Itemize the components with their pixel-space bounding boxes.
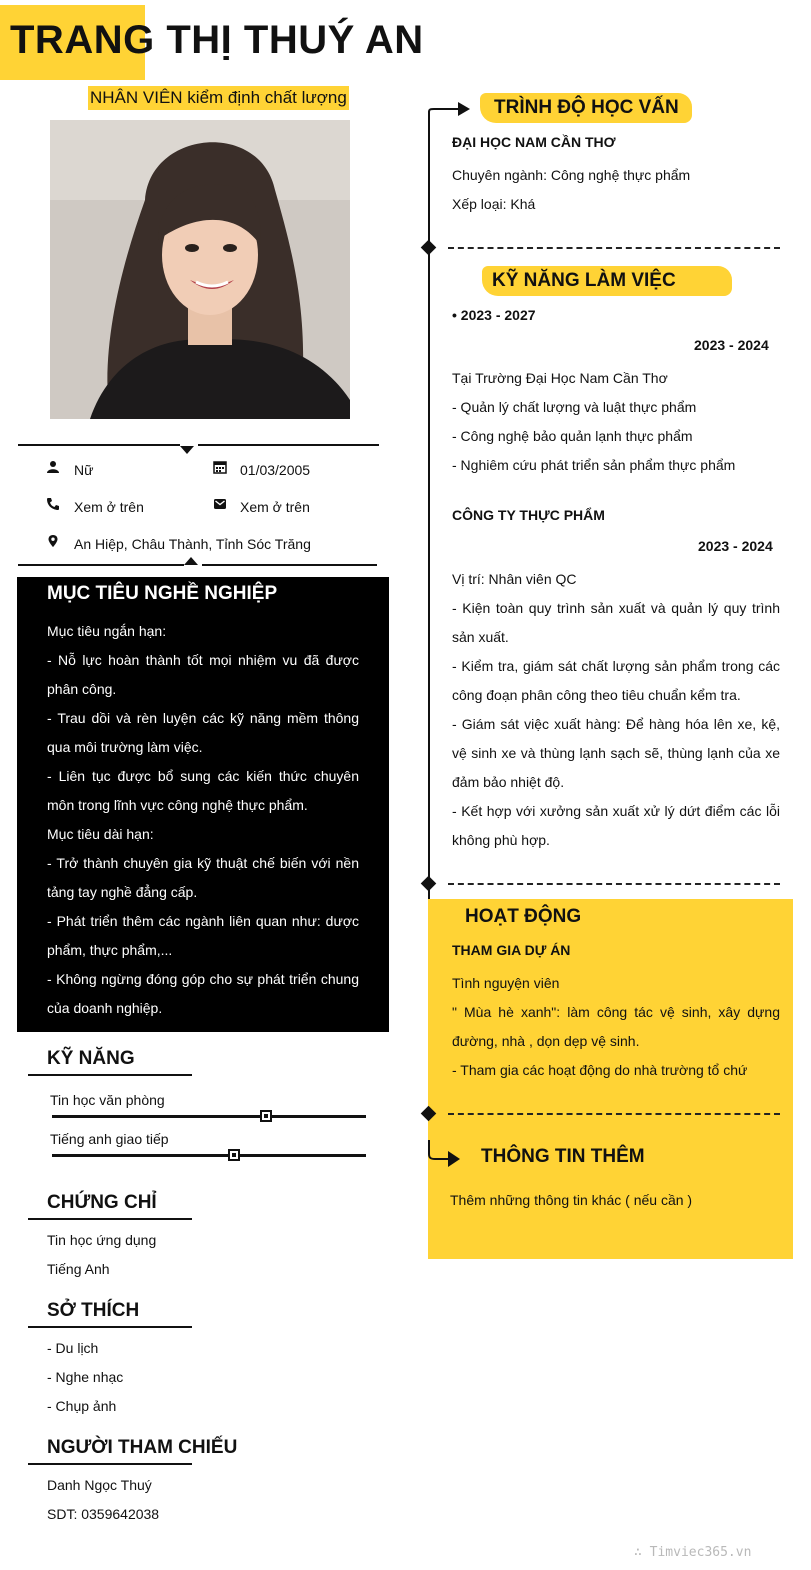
activity-line: - Tham gia các hoạt động do nhà trường tổ chứ: [452, 1062, 748, 1078]
work-period: 2023 - 2024: [694, 337, 769, 353]
company-duty: - Kiện toàn quy trình sản xuất và quản lý quy trình sản xuất.: [452, 600, 780, 645]
certificate-item: Tin học ứng dụng: [47, 1232, 157, 1248]
objective-title: MỤC TIÊU NGHỀ NGHIỆP: [47, 583, 278, 604]
objective-line: Mục tiêu ngắn hạn:: [47, 623, 167, 639]
company-role: Vị trí: Nhân viên QC: [452, 571, 577, 587]
certificate-item: Tiếng Anh: [47, 1261, 110, 1277]
objective-body: [47, 617, 359, 1023]
candidate-name: TRANG THỊ THUÝ AN: [10, 18, 424, 62]
references-rule: [28, 1463, 192, 1465]
timeline-node: [421, 240, 437, 256]
hobbies-title: SỞ THÍCH: [47, 1300, 140, 1321]
divider-arrow: [180, 446, 194, 454]
education-title: TRÌNH ĐỘ HỌC VẤN: [494, 97, 679, 118]
education-rank: Xếp loại: Khá: [452, 196, 536, 212]
timeline-arrow-icon: [428, 1140, 464, 1174]
hobby-item: - Du lịch: [47, 1340, 99, 1356]
objective-line: - Nỗ lực hoàn thành tốt mọi nhiệm vu đã được phân công.: [47, 652, 359, 697]
objective-line: - Liên tục được bổ sung các kiến thức chuyên môn trong lĩnh vực công nghệ thực phẩm.: [47, 768, 359, 813]
timeline-arrow-icon: [428, 100, 472, 120]
contact-bottom-rule: [18, 564, 184, 566]
company-duty: - Kết hợp với xưởng sản xuất xử lý dứt điểm các lỗi không phù hợp.: [452, 803, 780, 848]
hobby-item: - Nghe nhạc: [47, 1369, 124, 1385]
skill-label: Tiếng anh giao tiếp: [50, 1131, 169, 1147]
email-value: Xem ở trên: [240, 499, 310, 515]
skill-level-marker: [228, 1149, 240, 1161]
objective-line: - Trở thành chuyên gia kỹ thuật chế biến với nền tảng tay nghề đẳng cấp.: [47, 855, 359, 900]
phone-value: Xem ở trên: [74, 499, 144, 515]
activities-title: HOẠT ĐỘNG: [465, 906, 582, 927]
email-icon: [213, 497, 227, 511]
user-icon: [46, 460, 60, 474]
work-line: - Quản lý chất lượng và luật thực phẩm: [452, 399, 697, 415]
hobbies-rule: [28, 1326, 192, 1328]
activities-subtitle: THAM GIA DỰ ÁN: [452, 942, 571, 958]
objective-line: - Không ngừng đóng góp cho sự phát triển chung của doanh nghiệp.: [47, 971, 359, 1016]
gender-value: Nữ: [74, 462, 94, 478]
watermark: ∴ Timviec365.vn: [634, 1545, 752, 1560]
skill-level-marker: [260, 1110, 272, 1122]
skills-title: KỸ NĂNG: [47, 1048, 135, 1069]
activities-list: [452, 969, 780, 1085]
education-major: Chuyên ngành: Công nghệ thực phẩm: [452, 167, 691, 183]
education-school: ĐẠI HỌC NAM CẦN THƠ: [452, 134, 616, 150]
company-duty: - Kiểm tra, giám sát chất lượng sản phẩm trong các công đoạn phân công theo tiêu chuẩn kểm tra.: [452, 658, 780, 703]
references-list: [47, 1471, 159, 1529]
profile-photo: [50, 120, 350, 419]
reference-item: Danh Ngọc Thuý: [47, 1477, 152, 1493]
education-details: [452, 161, 690, 219]
reference-item: SDT: 0359642038: [47, 1506, 160, 1522]
skills-rule: [28, 1074, 192, 1076]
skill-bar: [52, 1154, 366, 1157]
extra-title: THÔNG TIN THÊM: [481, 1146, 645, 1167]
work-title: KỸ NĂNG LÀM VIỆC: [492, 270, 676, 291]
activity-line: Tình nguyện viên: [452, 975, 560, 991]
work-line: - Công nghệ bảo quản lạnh thực phẩm: [452, 428, 693, 444]
phone-icon: [46, 497, 60, 511]
contact-top-rule: [18, 444, 180, 446]
birthday-value: 01/03/2005: [240, 462, 311, 478]
location-icon: [46, 534, 60, 548]
work-period-main: • 2023 - 2027: [452, 307, 536, 323]
job-position: NHÂN VIÊN kiểm định chất lượng: [88, 86, 349, 110]
timeline-node: [421, 876, 437, 892]
certificates-rule: [28, 1218, 192, 1220]
hobby-item: - Chụp ảnh: [47, 1398, 117, 1414]
hobbies-list: [47, 1334, 123, 1421]
work-line: Tại Trường Đại Học Nam Cần Thơ: [452, 370, 668, 386]
references-title: NGƯỜI THAM CHIẾU: [47, 1437, 238, 1458]
work-line: - Nghiêm cứu phát triển sản phẩm thực phẩm: [452, 457, 736, 473]
calendar-icon: [213, 460, 227, 474]
activity-line: " Mùa hè xanh": làm công tác vệ sinh, xây dựng đường, nhà , dọn dẹp vệ sinh.: [452, 1004, 780, 1049]
company-period: 2023 - 2024: [698, 538, 773, 554]
extra-text: Thêm những thông tin khác ( nếu cần ): [450, 1192, 693, 1208]
company-name: CÔNG TY THỰC PHẨM: [452, 507, 605, 523]
objective-line: - Trau dồi và rèn luyện các kỹ năng mềm thông qua môi trường làm việc.: [47, 710, 359, 755]
contact-top-rule: [198, 444, 379, 446]
company-duty: - Giám sát việc xuất hàng: Để hàng hóa lên xe, kệ, vệ sinh xe và thùng lạnh sạch sẽ, thùng lạnh của xe đảm bảo nhiệt độ.: [452, 716, 780, 790]
certificates-title: CHỨNG CHỈ: [47, 1192, 157, 1213]
divider-arrow: [184, 557, 198, 565]
certificates-list: [47, 1226, 156, 1284]
section-divider: [448, 247, 780, 249]
skill-label: Tin học văn phòng: [50, 1092, 165, 1108]
skill-bar: [52, 1115, 366, 1118]
company-details: [452, 565, 780, 855]
section-divider: [448, 1113, 780, 1115]
address-value: An Hiệp, Châu Thành, Tỉnh Sóc Trăng: [74, 536, 311, 552]
objective-line: - Phát triển thêm các ngành liên quan như: dược phẩm, thực phẩm,...: [47, 913, 359, 958]
objective-line: Mục tiêu dài hạn:: [47, 826, 154, 842]
contact-bottom-rule: [202, 564, 377, 566]
section-divider: [448, 883, 780, 885]
work-block1-list: [452, 364, 735, 480]
